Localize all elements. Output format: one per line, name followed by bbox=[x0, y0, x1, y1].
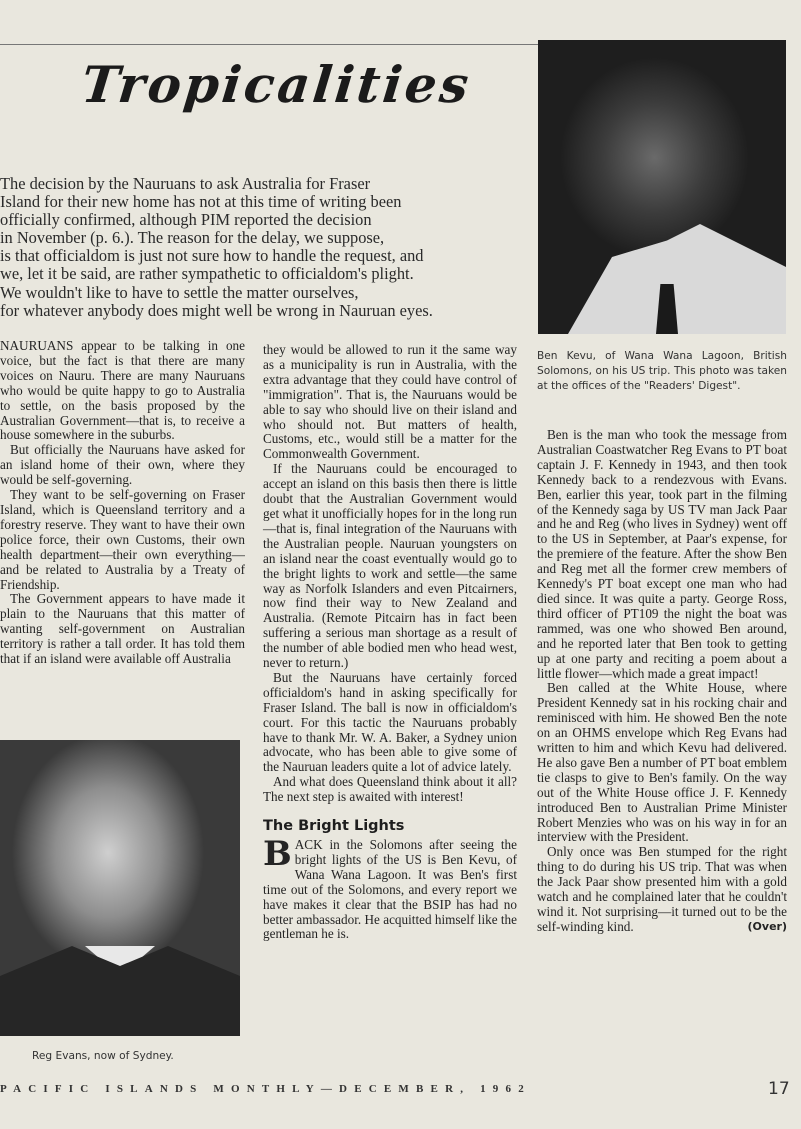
paragraph bbox=[263, 834, 517, 942]
column-1 bbox=[0, 339, 245, 667]
paragraph-text: Only once was Ben stumped for the right thing to do during his US trip. That was when the Jack Paar show presented him with a gold watch and he complained later that he couldn't wind it. Not surprising—it turned out to be the self-winding kind. bbox=[537, 844, 787, 934]
intro-line: is that officialdom is just not sure how to handle the request, and bbox=[0, 247, 424, 266]
paragraph: But officially the Nauruans have asked for an island home of their own, where they would be self-governing. bbox=[0, 442, 245, 488]
paragraph: NAURUANS appear to be talking in one voice, but the fact is that there are many voices on Nauru. There are many Nauruans who would be quite happy to go to Australia to settle, on the basis proposed by the Australian Government—that is, to receive a house somewhere in the suburbs. bbox=[0, 339, 245, 443]
photo-ben-kevu bbox=[538, 40, 786, 334]
page-number: 17 bbox=[768, 1079, 790, 1099]
column-2 bbox=[263, 343, 517, 942]
paragraph: Ben is the man who took the message from Australian Coastwatcher Reg Evans to PT boat captain J. F. Kennedy in 1943, and then took Kennedy back to a rendezvous with Evans. Ben, earlier this year, took part in the filming of the Kennedy saga by US TV man Jack Paar and he and Reg (who lives in Sydney) went off to the US in September, at Paar's expense, for the premiere of the feature. After the show Ben and Reg met all the former crew members of Kennedy's PT boat except one man who had died since. It was quite a party. George Ross, third officer of PT109 the night the boat was rammed, was one who showed Ben around, and he reported later that Ben took to getting up at one party and reciting a poem about a little flower—which made a great impact! bbox=[537, 427, 787, 681]
intro-line: We wouldn't like to have to settle the matter ourselves, bbox=[0, 283, 359, 302]
paragraph-text: ACK in the Solomons after seeing the bright lights of the US is Ben Kevu, of Wana Wana Lagoon. It was Ben's first time out of the Solomons, and every report we have makes it clear that the BSIP has had no better ambassador. He acquitted himself like the gentleman he is. bbox=[263, 837, 517, 942]
caption-ben-kevu: Ben Kevu, of Wana Wana Lagoon, British Solomons, on his US trip. This photo was taken at the offices of the "Readers' Digest". bbox=[537, 350, 787, 392]
intro-line: in November (p. 6.). The reason for the delay, we suppose, bbox=[0, 229, 385, 248]
footer-publication: PACIFIC ISLANDS MONTHLY—DECEMBER, 1962 bbox=[0, 1083, 531, 1095]
caption-reg-evans: Reg Evans, now of Sydney. bbox=[32, 1050, 174, 1062]
column-3 bbox=[537, 428, 787, 935]
top-rule bbox=[0, 44, 540, 45]
intro-line: we, let it be said, are rather sympathetic to officialdom's plight. bbox=[0, 265, 414, 284]
drop-cap: B bbox=[263, 834, 292, 874]
intro-line: The decision by the Nauruans to ask Australia for Fraser bbox=[0, 175, 371, 193]
paragraph: But the Nauruans have certainly forced officialdom's hand in asking specifically for Fraser Island. The ball is now in officialdom's court. For this tactic the Nauruans probably have to thank Mr. W. A. Baker, a Sydney union advocate, who has been able to give some of the Nauruan leaders quite a lot of advice lately. bbox=[263, 669, 517, 775]
photo-reg-evans bbox=[0, 740, 240, 1036]
photo-shirt-shape bbox=[568, 224, 786, 334]
paragraph: they would be allowed to run it the same way as a municipality is run in Australia, with the extra advantage that they could have control of "immigration". That is, the Nauruans would be able to say who should live on their island and who should not. But matters of health, Customs, etc., would still be a matter for the Commonwealth Government. bbox=[263, 342, 517, 462]
continued-marker: (Over) bbox=[747, 919, 787, 933]
paragraph: Ben called at the White House, where President Kennedy sat in his rocking chair and reminisced with him. He showed Ben the note on an OHMS envelope which Reg Evans had written to him and which Kevu had delivered. He also gave Ben a number of PT boat emblem tie clasps to give to Ben's family. On the way out of the White House office J. F. Kennedy introduced Ben to Australian Prime Minister Robert Menzies who was on his way in for an interview with the President. bbox=[537, 680, 787, 845]
intro-line: officially confirmed, although PIM reported the decision bbox=[0, 211, 372, 230]
paragraph: If the Nauruans could be encouraged to accept an island on this basis then there is little doubt that the Australian Government would get what it unofficially hopes for in the long run—that is, final integration of the Nauruans with the Australian people. Nauruan youngsters on an island near the coast eventually would go to the bright lights to work and settle—the same way as Norfolk Islanders and even Pitcairners, now find their way to New Zealand and Australia. (Remote Pitcairn has in fact been suffering a serious man shortage as a result of the number of able bodied men who head west, never to return.) bbox=[263, 461, 517, 671]
section-heading: The Bright Lights bbox=[263, 818, 405, 835]
intro-paragraph bbox=[0, 175, 510, 320]
page-title: Tropicalities bbox=[78, 55, 475, 114]
paragraph bbox=[537, 845, 787, 934]
paragraph: They want to be self-governing on Fraser Island, which is Queensland territory and a forestry reserve. They want to have their own police force, their own Customs, their own health department—their own everything—and be related to Australia by a Treaty of Friendship. bbox=[0, 487, 245, 592]
intro-line: for whatever anybody does might well be wrong in Nauruan eyes. bbox=[0, 301, 433, 320]
intro-line: Island for their new home has not at this time of writing been bbox=[0, 193, 402, 212]
paragraph: And what does Queensland think about it all? The next step is awaited with interest! bbox=[263, 774, 517, 805]
paragraph: The Government appears to have made it plain to the Nauruans that this matter of wanting self-government on Australian territory is rather a tall order. It has told them that if an island were available off Australia bbox=[0, 591, 245, 667]
